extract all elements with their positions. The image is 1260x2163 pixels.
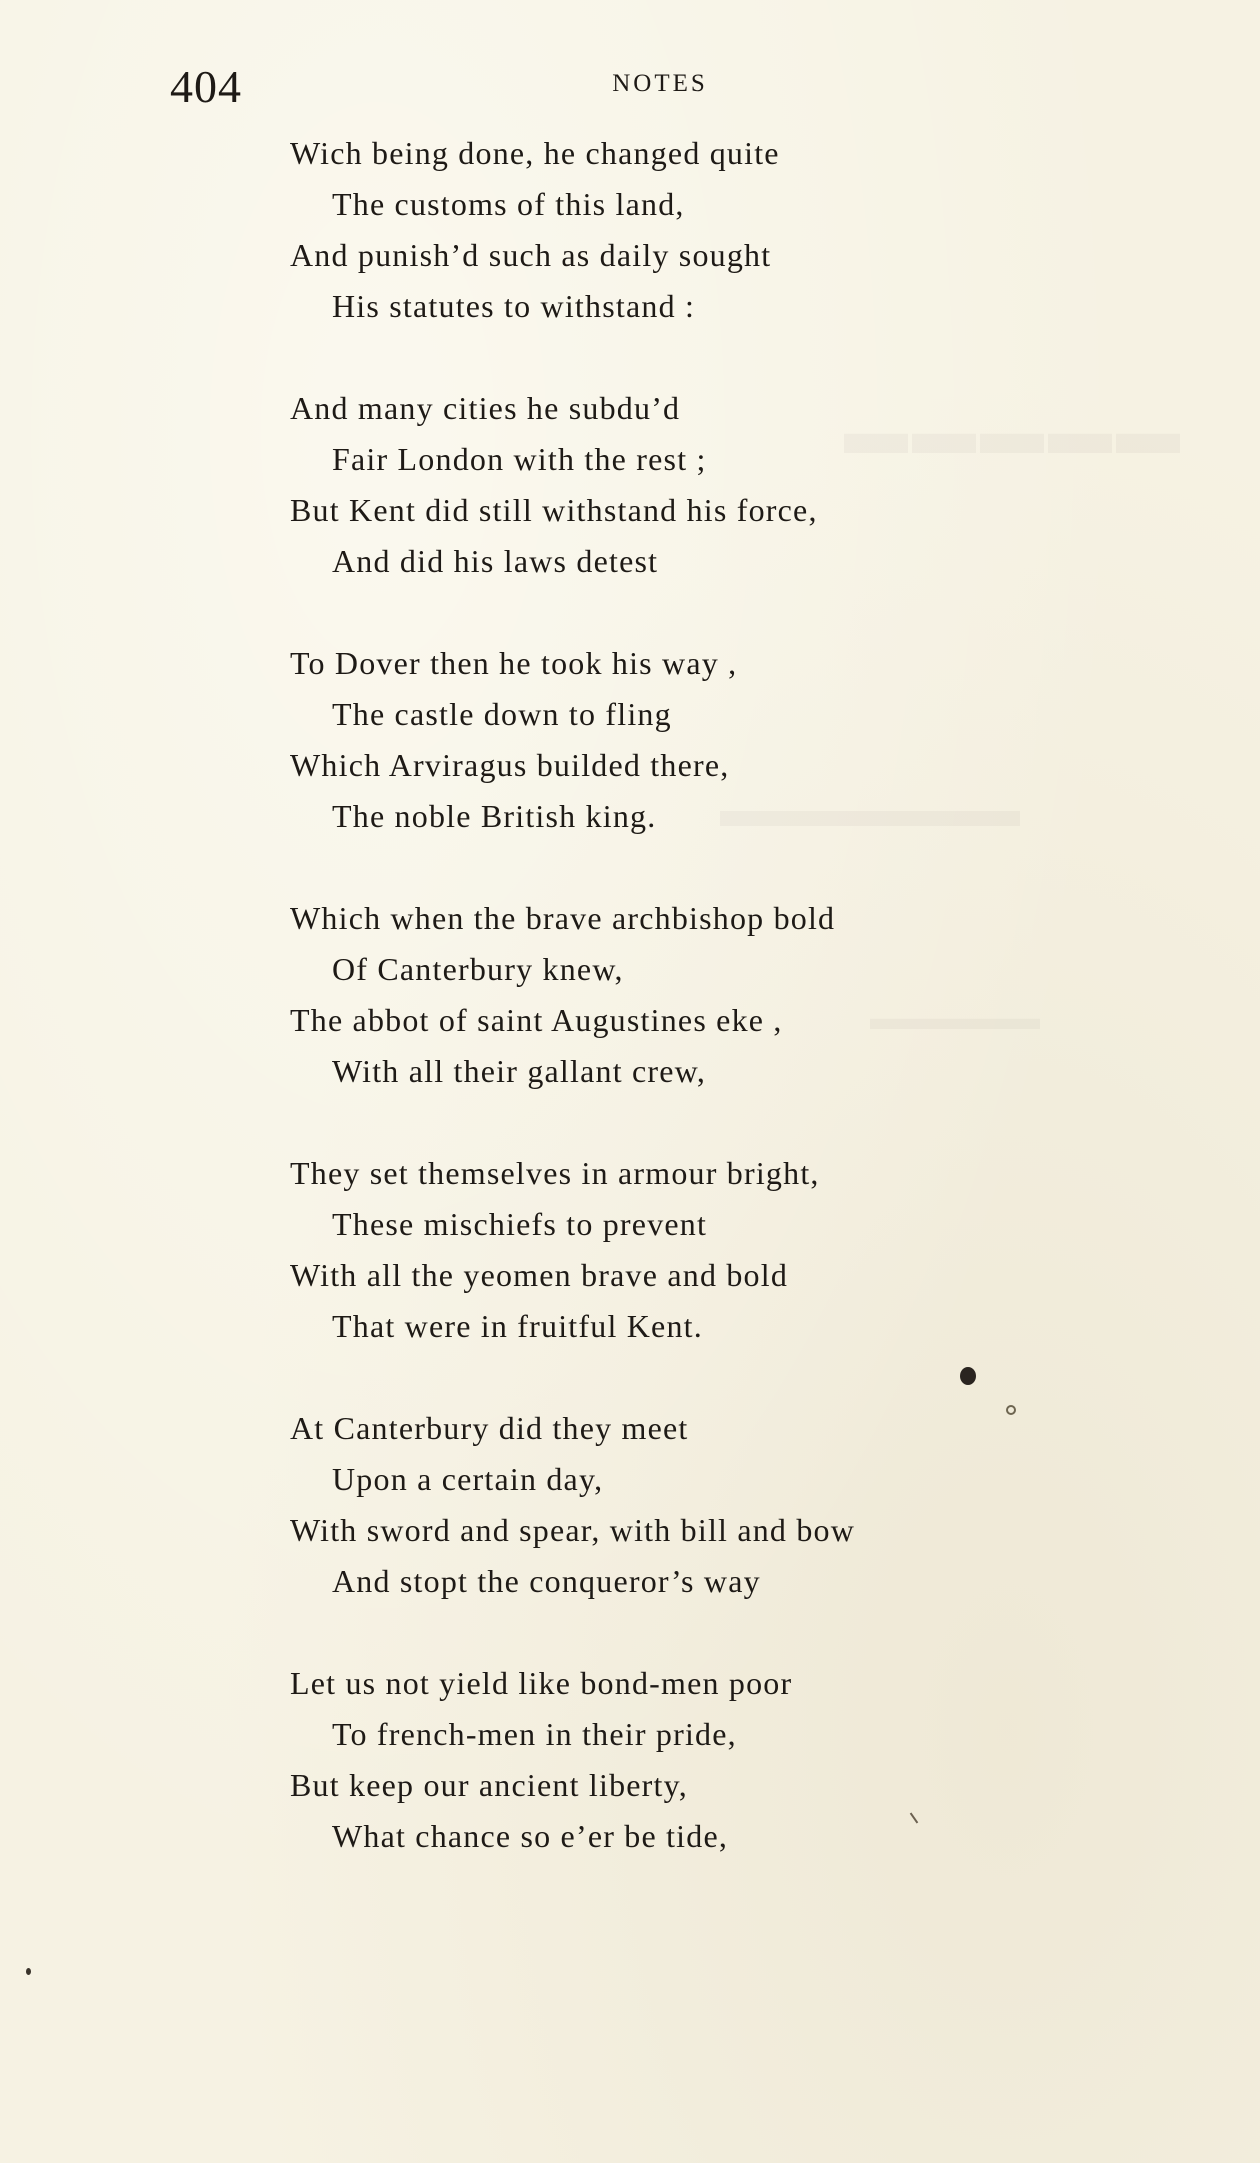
poem-line: And many cities he subdu’d — [290, 390, 681, 426]
poem — [290, 128, 1110, 1913]
poem-line: To Dover then he took his way , — [290, 645, 738, 681]
poem-line: The castle down to fling — [332, 696, 672, 732]
running-head: NOTES — [612, 70, 708, 97]
show-through-mark: ▬▬▬▬▬▬ — [720, 781, 1020, 837]
poem-line: Wich being done, he changed quite — [290, 135, 780, 171]
poem-line: Let us not yield like bond-men poor — [290, 1665, 793, 1701]
stanza — [290, 1658, 1110, 1862]
stanza — [290, 1148, 1110, 1352]
stanza — [290, 893, 1110, 1097]
stanza — [290, 638, 1110, 842]
poem-line: And did his laws detest — [332, 543, 659, 579]
poem-line: At Canterbury did they meet — [290, 1410, 689, 1446]
ink-spot — [960, 1367, 976, 1385]
poem-line: Of Canterbury knew, — [332, 951, 624, 987]
ink-spot — [1006, 1405, 1016, 1415]
poem-line: They set themselves in armour bright, — [290, 1155, 820, 1191]
poem-line: Which Arviragus builded there, — [290, 747, 730, 783]
poem-line: That were in fruitful Kent. — [332, 1308, 703, 1344]
poem-line: The abbot of saint Augustines eke , — [290, 1002, 783, 1038]
poem-line: But keep our ancient liberty, — [290, 1767, 688, 1803]
poem-line: His statutes to withstand : — [332, 288, 696, 324]
poem-line: Upon a certain day, — [332, 1461, 604, 1497]
stanza — [290, 128, 1110, 332]
poem-line: But Kent did still withstand his force, — [290, 492, 818, 528]
poem-line: To french-men in their pride, — [332, 1716, 737, 1752]
stanza — [290, 1403, 1110, 1607]
stanza — [290, 383, 1110, 587]
ink-spot — [26, 1968, 31, 1975]
poem-line: The noble British king. — [332, 798, 657, 834]
show-through-mark: ▬▬▬▬▬ — [840, 396, 1180, 467]
show-through-mark: ▬▬▬▬▬ — [870, 1000, 1040, 1037]
poem-line: Which when the brave archbishop bold — [290, 900, 836, 936]
poem-line: The customs of this land, — [332, 186, 685, 222]
poem-line: Fair London with the rest ; — [332, 441, 707, 477]
poem-line: With all the yeomen brave and bold — [290, 1257, 789, 1293]
poem-line: What chance so e’er be tide, — [332, 1818, 729, 1854]
poem-line: These mischiefs to prevent — [332, 1206, 708, 1242]
poem-line: And stopt the conqueror’s way — [332, 1563, 761, 1599]
poem-line: With all their gallant crew, — [332, 1053, 707, 1089]
page-number: 404 — [170, 61, 242, 112]
poem-line: With sword and spear, with bill and bow — [290, 1512, 856, 1548]
poem-line: And punish’d such as daily sought — [290, 237, 772, 273]
